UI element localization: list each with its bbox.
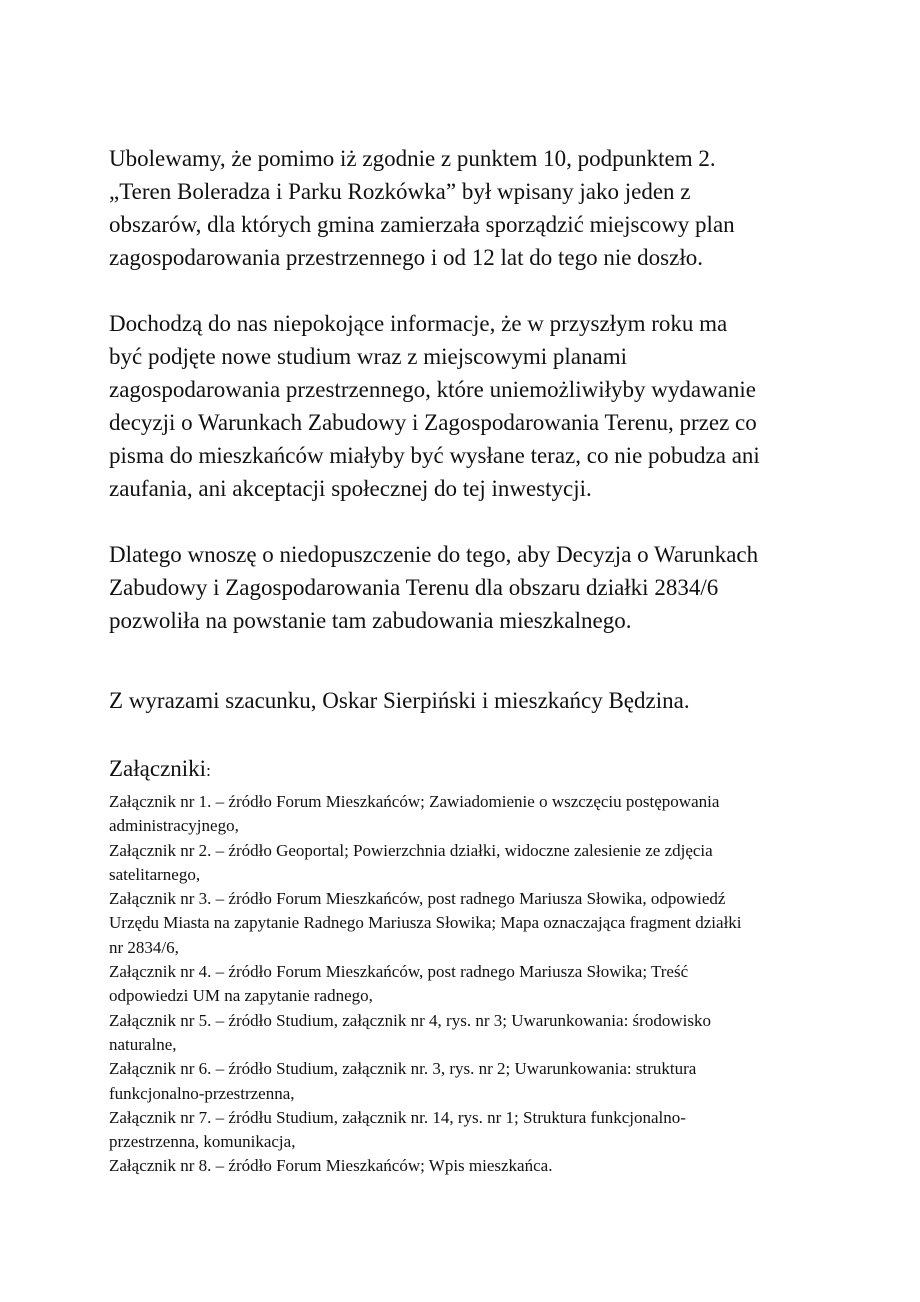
attachment-line: Urzędu Miasta na zapytanie Radnego Mariusza Słowika; Mapa oznaczająca fragment działki	[109, 913, 742, 933]
attachment-line: Załącznik nr 2. – źródło Geoportal; Powierzchnia działki, widoczne zalesienie ze zdjęcia	[109, 840, 713, 860]
attachments-heading	[109, 755, 829, 786]
paragraph-line: Dochodzą do nas niepokojące informacje, że w przyszłym roku ma	[109, 311, 728, 336]
attachment-line: Załącznik nr 1. – źródło Forum Mieszkańców; Zawiadomienie o wszczęciu postępowania	[109, 792, 720, 811]
attachment-line: odpowiedzi UM na zapytanie radnego,	[109, 986, 373, 1006]
paragraph-line: pozwoliła na powstanie tam zabudowania mieszkalnego.	[109, 608, 632, 633]
attachment-line: naturalne,	[109, 1034, 177, 1054]
attachments-heading-text: Załączniki	[109, 756, 207, 781]
attachment-line: Załącznik nr 5. – źródło Studium, załącznik nr 4, rys. nr 3; Uwarunkowania: środowisko	[109, 1010, 711, 1030]
paragraph-line: „Teren Boleradza i Parku Rozkówka” był wpisany jako jeden z	[109, 179, 691, 204]
attachment-item-2	[109, 839, 829, 888]
attachment-line: Załącznik nr 6. – źródło Studium, załącznik nr. 3, rys. nr 2; Uwarunkowania: struktura	[109, 1059, 697, 1079]
attachment-item-8	[109, 1154, 829, 1178]
attachment-line: Załącznik nr 8. – źródło Forum Mieszkańców; Wpis mieszkańca.	[109, 1156, 553, 1176]
attachment-line: Załącznik nr 4. – źródło Forum Mieszkańców, post radnego Mariusza Słowika; Treść	[109, 962, 689, 982]
paragraph-line: decyzji o Warunkach Zabudowy i Zagospodarowania Terenu, przez co	[109, 410, 757, 435]
paragraph-line: obszarów, dla których gmina zamierzała sporządzić miejscowy plan	[109, 212, 735, 237]
paragraph-regret	[109, 142, 829, 274]
paragraph-line: Zabudowy i Zagospodarowania Terenu dla obszaru działki 2834/6	[109, 575, 719, 600]
paragraph-line: Dlatego wnoszę o niedopuszczenie do tego, aby Decyzja o Warunkach	[109, 542, 759, 567]
paragraph-line: zagospodarowania przestrzennego, które uniemożliwiłyby wydawanie	[109, 377, 756, 402]
paragraph-line: zaufania, ani akceptacji społecznej do tej inwestycji.	[109, 476, 592, 501]
attachments-list	[109, 790, 829, 1179]
attachment-item-7	[109, 1106, 829, 1155]
attachment-item-4	[109, 960, 829, 1009]
attachment-item-3	[109, 887, 829, 960]
closing-signature: Z wyrazami szacunku, Oskar Sierpiński i mieszkańcy Będzina.	[109, 688, 690, 713]
paragraph-request	[109, 538, 829, 637]
attachment-line: funkcjonalno-przestrzenna,	[109, 1083, 295, 1103]
attachment-line: Załącznik nr 3. – źródło Forum Mieszkańców, post radnego Mariusza Słowika, odpowiedź	[109, 889, 726, 909]
attachment-line: przestrzenna, komunikacja,	[109, 1132, 296, 1152]
attachment-item-6	[109, 1057, 829, 1106]
attachment-item-1	[109, 790, 829, 839]
attachment-item-5	[109, 1009, 829, 1058]
paragraph-line: pisma do mieszkańców miałyby być wysłane teraz, co nie pobudza ani	[109, 443, 760, 468]
paragraph-line: Ubolewamy, że pomimo iż zgodnie z punktem 10, podpunktem 2.	[109, 146, 716, 171]
document-page	[109, 142, 829, 1179]
attachments-heading-colon: :	[206, 761, 211, 780]
attachment-line: administracyjnego,	[109, 816, 239, 836]
paragraph-line: zagospodarowania przestrzennego i od 12 lat do tego nie doszło.	[109, 245, 703, 270]
attachment-line: satelitarnego,	[109, 864, 201, 884]
paragraph-line: być podjęte nowe studium wraz z miejscowymi planami	[109, 344, 628, 369]
attachment-line: nr 2834/6,	[109, 937, 179, 957]
attachment-line: Załącznik nr 7. – źródłu Studium, załącznik nr. 14, rys. nr 1; Struktura funkcjonalno-	[109, 1107, 686, 1127]
paragraph-concerns	[109, 307, 829, 505]
